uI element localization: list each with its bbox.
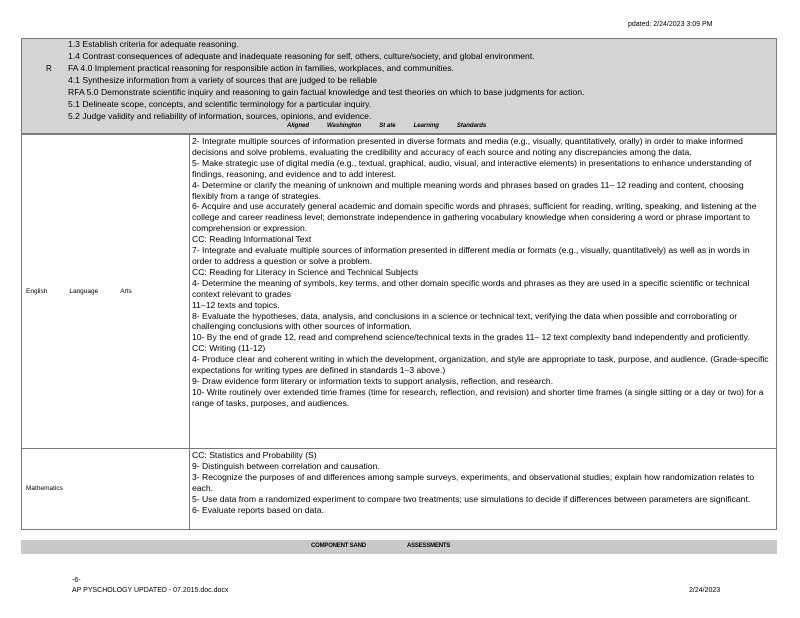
objective-item xyxy=(46,111,371,121)
standard-line: CC: Statistics and Probability (S) xyxy=(192,450,317,460)
objective-text: RFA 5.0 Demonstrate scientific inquiry and reasoning to gain factual knowledge and test theories on which to base judgments for action. xyxy=(68,87,585,97)
math-standards xyxy=(192,450,772,515)
objective-text: 5.2 Judge validity and reliability of information, sources, opinions, and evidence. xyxy=(68,111,372,121)
objectives-block xyxy=(21,38,777,134)
document-date: 2/24/2023 xyxy=(689,587,721,594)
standard-line: 4- Determine the meaning of symbols, key terms, and other domain specific words and phrases as they are used in a specific scientific or technical context relevant to grades xyxy=(192,277,750,299)
components-label: COMPONENT SAND xyxy=(311,543,366,549)
bullet-icon: R xyxy=(46,64,52,73)
objective-item xyxy=(46,63,454,73)
objective-text: 4.1 Synthesize information from a variety of sources that are judged to be reliable xyxy=(68,75,378,85)
standard-line: 2- Integrate multiple sources of information presented in diverse formats and media (e.g., visually, quantitatively, orally) in order to make informed decisions and solve problems, evaluating the credibility and accuracy of each source and noting any discrepancies among the data. xyxy=(192,136,743,157)
standard-line: 5- Use data from a randomized experiment to compare two treatments; use simulations to decide if differences between parameters are significant. xyxy=(192,493,751,504)
header-word: Aligned xyxy=(287,123,309,129)
english-row xyxy=(21,134,777,449)
standard-line: 6- Evaluate reports based on data. xyxy=(192,504,324,515)
label-word: Language xyxy=(69,288,99,295)
objective-text: 1.4 Contrast consequences of adequate and inadequate reasoning for self, others, culture/society, and global environment. xyxy=(68,51,535,61)
objective-item xyxy=(46,87,584,97)
subject-label-math: Mathematics xyxy=(26,485,63,492)
standard-line: 10- By the end of grade 12, read and comprehend science/technical texts in the grades 11– 12 text complexity band independently and proficiently. xyxy=(192,332,750,343)
standard-line: 9- Draw evidence form literary or information texts to support analysis, reflection, and research. xyxy=(192,375,554,386)
components-assessments-bar xyxy=(21,540,777,554)
standard-line: CC: Reading Informational Text xyxy=(192,234,312,245)
objective-item xyxy=(46,51,535,61)
standard-line: 6- Acquire and use accurately general academic and domain specific words and phrases, sufficient for reading, writing, speaking, and listening at the college and career readiness level; demonstrate independence in gathering vocabulary knowledge when considering a word or phrase important to comprehension or expression. xyxy=(192,201,757,234)
standard-line: 10- Write routinely over extended time frames (time for research, reflection, and revision) and shorter time frames (a single sitting or a day or two) for a range of tasks, purposes, and audiences. xyxy=(192,386,764,408)
label-word: English xyxy=(26,288,48,295)
page-number: -6- xyxy=(72,577,81,584)
aligned-standards-header xyxy=(287,123,504,129)
standard-line: CC: Reading for Literacy in Science and Technical Subjects xyxy=(192,266,419,277)
header-word: Washington xyxy=(327,123,362,129)
objective-item xyxy=(46,99,371,109)
objective-text: 1.3 Establish criteria for adequate reasoning. xyxy=(68,39,239,49)
standard-line: 4- Produce clear and coherent writing in which the development, organization, and style are appropriate to task, purpose, and audience. (Grade-specific expectations for writing types are defined in standards 1–3 above.) xyxy=(192,354,769,376)
objective-item xyxy=(46,75,377,85)
objective-item xyxy=(46,39,239,49)
standard-line: 8- Evaluate the hypotheses, data, analysis, and conclusions in a science or technical text, verifying the data when possible and corroborating or challenging conclusions with other sources of information. xyxy=(192,310,738,332)
standard-line: 4- Determine or clarify the meaning of unknown and multiple meaning words and phrases based on grades 11– 12 reading and content, choosing flexibly from a range of strategies. xyxy=(192,179,744,201)
standard-line: 11–12 texts and topics. xyxy=(192,299,280,310)
column-divider xyxy=(189,449,190,529)
standard-line: CC: Writing (11-12) xyxy=(192,343,266,354)
header-word: Learning xyxy=(413,123,439,129)
subject-label-english xyxy=(26,288,154,295)
document-filename: AP PYSCHOLOGY UPDATED - 07.2015.doc.docx xyxy=(72,587,229,594)
english-standards xyxy=(192,136,772,409)
standard-line: 5- Make strategic use of digital media (e.g., textual, graphical, audio, visual, and interactive elements) in presentations to enhance understanding of findings, reasoning, and evidence and to add interest. xyxy=(192,157,752,179)
standard-line: 7- Integrate and evaluate multiple sources of information presented in different media or formats (e.g., visually, quantitatively) as well as in words in order to address a question or solve a problem. xyxy=(192,245,750,266)
assessments-label: ASSESSMENTS xyxy=(407,543,451,549)
label-word: Arts xyxy=(120,288,132,295)
updated-timestamp: pdated: 2/24/2023 3:09 PM xyxy=(628,21,713,28)
column-divider xyxy=(189,135,190,448)
header-word: St ate xyxy=(379,123,396,129)
header-word: Standards xyxy=(456,123,487,129)
objective-text: FA 4.0 Implement practical reasoning for responsible action in families, workplaces, and communities. xyxy=(68,63,454,73)
standard-line: 3- Recognize the purposes of and differences among sample surveys, experiments, and observational studies; explain how randomization relates to each. xyxy=(192,471,755,493)
standard-line: 9- Distinguish between correlation and causation. xyxy=(192,460,380,471)
math-row xyxy=(21,449,777,530)
objective-text: 5.1 Delineate scope, concepts, and scientific terminology for a particular inquiry. xyxy=(68,99,372,109)
